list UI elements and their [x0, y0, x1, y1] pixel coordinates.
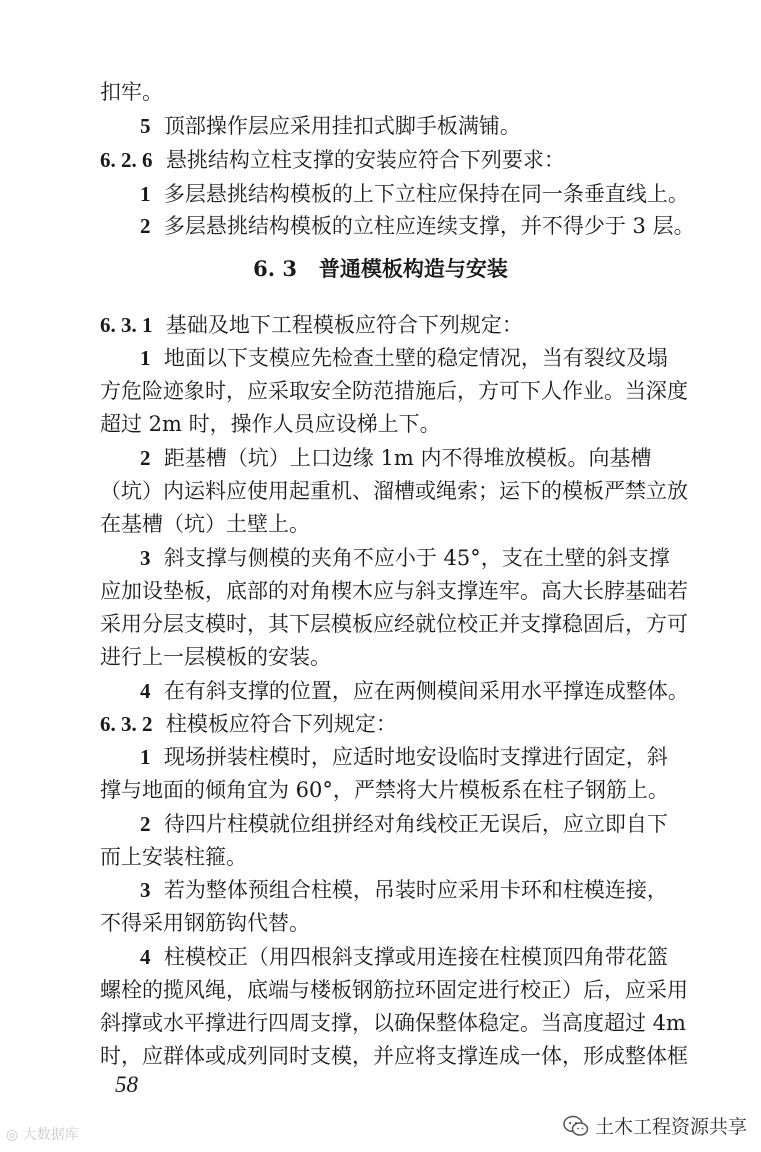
page-number: 58	[115, 1072, 138, 1097]
clause-number: 6. 3. 2	[100, 712, 153, 736]
clause-number: 6. 3. 1	[100, 313, 153, 337]
item-text: 若为整体预组合柱模，吊装时应采用卡环和柱模连接，	[163, 878, 668, 902]
item-text: 在有斜支撑的位置，应在两侧模间采用水平撑连成整体。	[163, 679, 689, 703]
list-item	[140, 112, 521, 140]
item-number: 2	[140, 446, 151, 470]
list-item	[140, 943, 668, 971]
item-text: 地面以下支模应先检查土壁的稳定情况，当有裂纹及塌	[163, 346, 668, 370]
list-item	[140, 444, 651, 472]
text-line: 进行上一层模板的安装。	[100, 645, 331, 669]
clause	[100, 311, 523, 339]
list-item	[140, 212, 695, 240]
watermark-right	[563, 1112, 747, 1139]
list-item	[140, 810, 668, 838]
heading-number: 6. 3	[253, 256, 297, 281]
item-text: 柱模校正（用四根斜支撑或用连接在柱模顶四角带花篮	[163, 945, 668, 969]
text-line: 方危险迹象时，应采取安全防范措施后，方可下人作业。当深度	[100, 379, 688, 403]
watermark-logo-icon: ◎	[6, 1127, 19, 1143]
item-number: 2	[140, 812, 151, 836]
list-item	[140, 544, 670, 572]
item-text: 多层悬挑结构模板的立柱应连续支撑，并不得少于 3 层。	[163, 214, 695, 238]
clause-text: 悬挑结构立柱支撑的安装应符合下列要求：	[165, 148, 565, 172]
text-line: 螺栓的揽风绳，底端与楼板钢筋拉环固定进行校正）后，应采用	[100, 978, 688, 1002]
item-number: 2	[140, 214, 151, 238]
list-item	[140, 743, 668, 771]
item-text: 待四片柱模就位组拼经对角线校正无误后，应立即自下	[163, 812, 668, 836]
item-text: 现场拼装柱模时，应适时地安设临时支撑进行固定，斜	[163, 745, 668, 769]
text-line: 而上安装柱箍。	[100, 845, 247, 869]
heading-title: 普通模板构造与安装	[318, 256, 508, 281]
text-line: 应加设垫板，底部的对角楔木应与斜支撑连牢。高大长脖基础若	[100, 579, 688, 603]
text-line: 采用分层支模时，其下层模板应经就位校正并支撑稳固后，方可	[100, 612, 688, 636]
section-heading	[0, 254, 761, 284]
text-line: 撑与地面的倾角宜为 60°，严禁将大片模板系在柱子钢筋上。	[100, 778, 669, 802]
text-line: 在基槽（坑）土壁上。	[100, 512, 310, 536]
text-line: 时，应群体或成列同时支模，并应将支撑连成一体，形成整体框	[100, 1044, 688, 1068]
text-line: 斜撑或水平撑进行四周支撑，以确保整体稳定。当高度超过 4m	[100, 1011, 686, 1035]
text-line: 超过 2m 时，操作人员应设梯上下。	[100, 412, 441, 436]
list-item	[140, 677, 689, 705]
wechat-icon	[563, 1115, 589, 1137]
item-number: 4	[140, 679, 151, 703]
clause-text: 基础及地下工程模板应符合下列规定：	[165, 313, 523, 337]
list-item	[140, 876, 668, 904]
text-line: （坑）内运料应使用起重机、溜槽或绳索；运下的模板严禁立放	[100, 479, 688, 503]
clause-number: 6. 2. 6	[100, 148, 153, 172]
list-item	[140, 344, 668, 372]
item-number: 5	[140, 114, 151, 138]
item-text: 顶部操作层应采用挂扣式脚手板满铺。	[163, 114, 521, 138]
item-text: 多层悬挑结构模板的上下立柱应保持在同一条垂直线上。	[163, 182, 689, 206]
list-item	[140, 180, 689, 208]
item-number: 1	[140, 182, 151, 206]
item-number: 1	[140, 745, 151, 769]
item-text: 距基槽（坑）上口边缘 1m 内不得堆放模板。向基槽	[163, 446, 652, 470]
item-number: 1	[140, 346, 151, 370]
clause	[100, 710, 397, 738]
watermark-left: ◎ 大数据库	[6, 1127, 79, 1143]
item-number: 3	[140, 878, 151, 902]
text-line: 扣牢。	[100, 80, 163, 104]
clause-text: 柱模板应符合下列规定：	[165, 712, 397, 736]
item-text: 斜支撑与侧模的夹角不应小于 45°，支在土壁的斜支撑	[163, 546, 670, 570]
clause	[100, 146, 565, 174]
watermark-text: 土木工程资源共享	[594, 1116, 747, 1138]
item-number: 3	[140, 546, 151, 570]
text-line: 不得采用钢筋钩代替。	[100, 911, 310, 935]
item-number: 4	[140, 945, 151, 969]
